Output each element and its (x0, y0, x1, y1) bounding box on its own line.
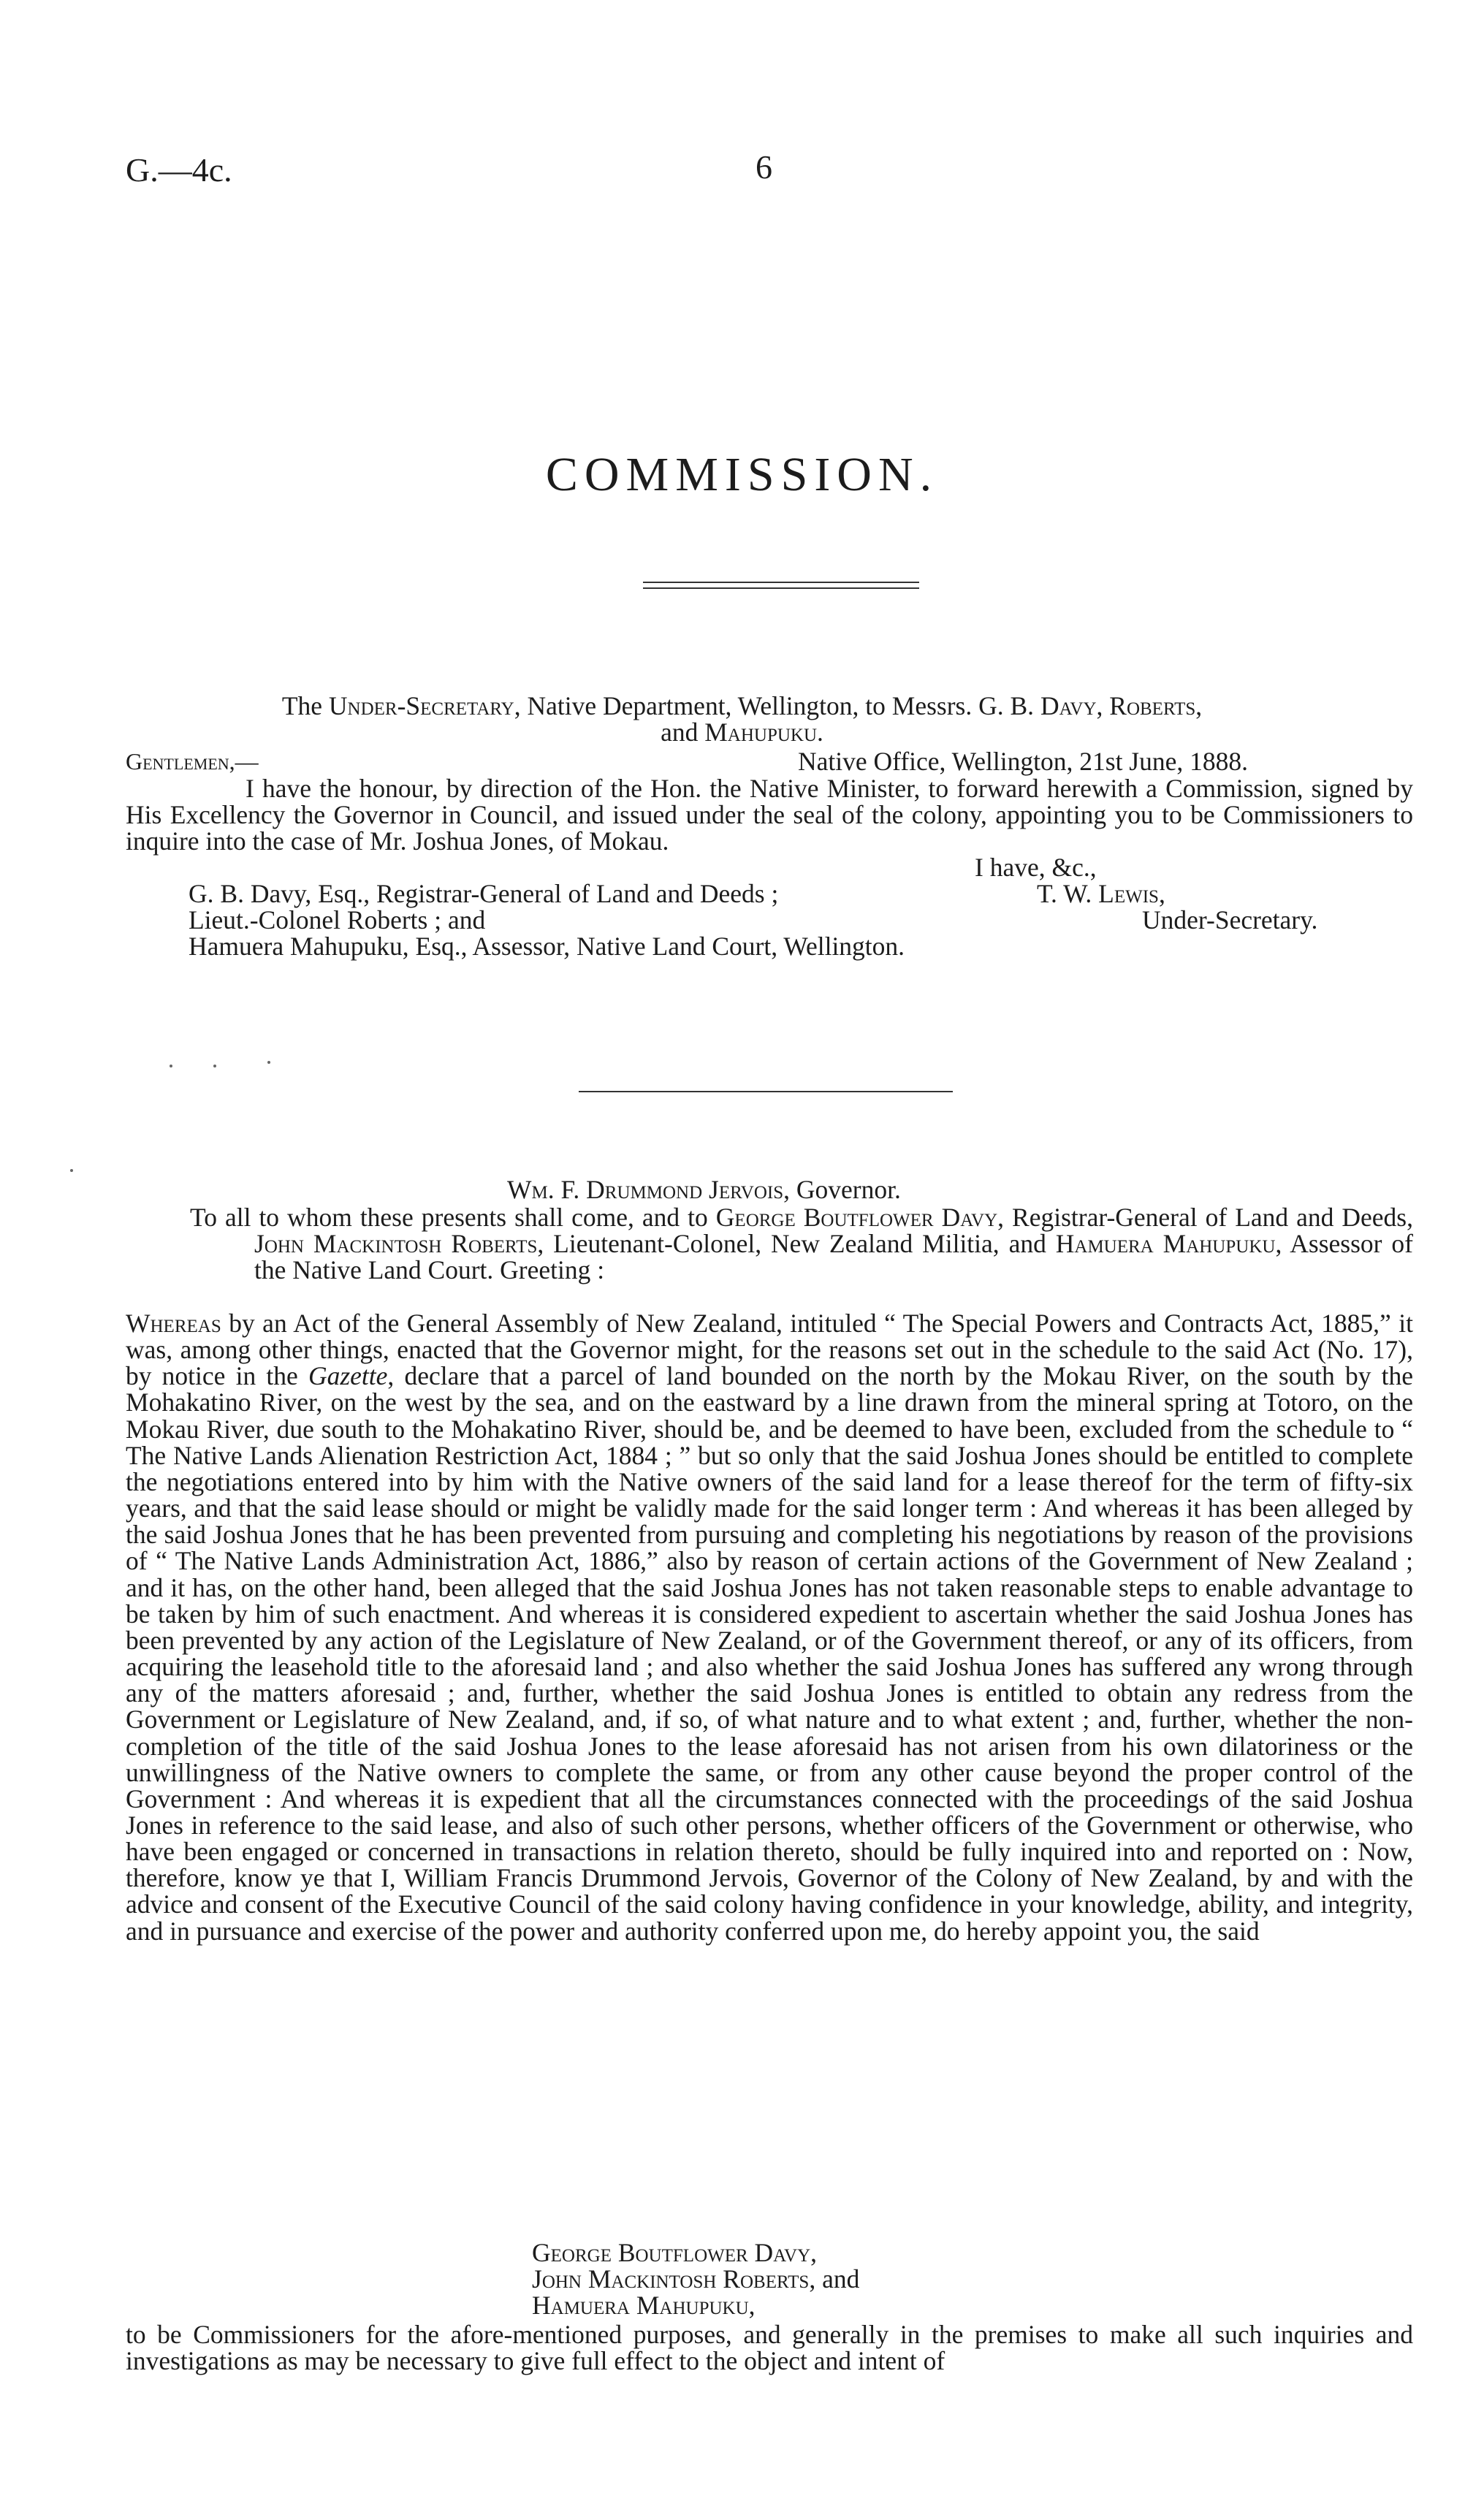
commission-body (126, 1310, 1413, 1944)
appointee-3: Hamuera Mahupuku, (532, 2291, 756, 2320)
appointee-2 (532, 2266, 859, 2292)
greeting-text: , Lieutenant-Colonel, New Zealand Militia, and (537, 1229, 1056, 1258)
greeting-text: , Registrar-General of Land and Deeds, (997, 1203, 1413, 1232)
signer-title: Under-Secretary. (1142, 905, 1318, 934)
recipient-3: Hamuera Mahupuku, Esq., Assessor, Native Land Court, Wellington. (189, 932, 905, 961)
commission-greeting (190, 1204, 1413, 1283)
final-text: to be Commissioners for the afore-mentioned purposes, and generally in the premises to make all such inquiries and investigations as may be necessary to give full effect to the object and intent of (126, 2320, 1413, 2376)
print-speck (213, 1065, 216, 1067)
address-name-mahupuku: Mahupuku (704, 717, 818, 747)
address-text: , Native Department, Wellington, to Messrs. G. B. (514, 691, 1040, 720)
letter-body (126, 775, 1413, 854)
paper-code: G.—4c. (126, 151, 232, 189)
body-part-b: , declare that a parcel of land bounded on the north by the Mokau River, on the south by the Mohakatino River, on the west by the sea, and on the eastward by a line drawn from the mineral spring at Totoro, on the Mokau River, due south to the Mohakatino River, should be, and be deemed to have been, excluded from the schedule to “ The Native Lands Alienation Restriction Act, 1884 ; ” but so only that the said Joshua Jones should be entitled to complete the negotiations entered into by him with the Native owners of the said land for a lease thereof for the term of fifty-six years, and that the said lease should or might be validly made for the said longer term : And whereas it has been alleged by the said Joshua Jones that he has been prevented from pursuing and completing his negotiations by reason of the provisions of “ The Native Lands Administration Act, 1886,” also by reason of certain actions of the Government of New Zealand ; and it has, on the other hand, been alleged that the said Joshua Jones has not taken reasonable steps to enable advantage to be taken by him of such enactment. And whereas it is considered expedient to ascertain whether the said Joshua Jones has been prevented by any action of the Legislature of New Zealand, or of the Government thereof, or any of its officers, from acquiring the leasehold title to the aforesaid land ; and also whether the said Joshua Jones has suffered any wrong through any of the matters aforesaid ; and, further, whether the said Joshua Jones is entitled to obtain any redress from the Government or Legislature of New Zealand, and, if so, of what nature and to what extent ; and, further, whether the non-completion of the title of the said Joshua Jones to the lease aforesaid has not arisen from his own dilatoriness or the unwillingness of the Native owners to complete the same, or from any other cause beyond the proper control of the Government : And whereas it is expedient that all the circumstances connected with the proceedings of the said Joshua Jones in reference to the said lease, and also of such other persons, whether officers of the Government or otherwise, who have been engaged or concerned in transactions in relation thereto, should be fully inquired into and reported on : Now, therefore, know ye that I, William Francis Drummond Jervois, Governor of the Colony of New Zealand, by and with the advice and consent of the Executive Council of the said colony having confidence in your knowledge, ability, and integrity, and in pursuance and exercise of the power and authority conferred upon me, do hereby appoint you, the said (126, 1361, 1413, 1946)
letter-salutation: Gentlemen,— (126, 748, 259, 774)
signer-punct: , (1158, 879, 1165, 908)
greeting-name-mahupuku: Hamuera Mahupuku (1055, 1229, 1276, 1258)
address-name-davy: Davy (1040, 691, 1097, 720)
signer-initials: T. W. (1037, 879, 1099, 908)
commission-final-text (126, 2321, 1413, 2374)
letter-closing: I have, &c., (975, 853, 1097, 882)
address-from: Under-Secretary (328, 691, 514, 720)
letter-address-line-1 (0, 693, 1484, 719)
print-speck (70, 1169, 73, 1172)
letter-body-text: I have the honour, by direction of the Hon. the Native Minister, to forward herewith a Commission, signed by His Excellency the Governor in Council, and issued under the seal of the colony, appointing you to be Commissioners to inquire into the case of Mr. Joshua Jones, of Mokau. (126, 774, 1413, 856)
appointee-2-conj: , and (809, 2264, 860, 2293)
greeting-name-roberts: John Mackintosh Roberts (254, 1229, 538, 1258)
greeting-text: , Assessor of the Native Land Court. Greeting : (254, 1229, 1413, 1284)
body-part-a: by an Act of the General Assembly of New Zealand, intituled “ The Special Powers and Contracts Act, 1885,” it was, among other things, enacted that the Governor might, for the reasons set out in the schedule to the said Act (No. 17), by notice in the (126, 1309, 1413, 1391)
address-name-roberts: Roberts (1109, 691, 1196, 720)
address-text: The (281, 691, 329, 720)
governor-name-a: Wm. F. (507, 1175, 587, 1204)
letter-place-date: Native Office, Wellington, 21st June, 1888. (798, 747, 1248, 776)
letter-address-line-2 (0, 719, 1484, 745)
address-text: . (817, 717, 823, 747)
address-text: and (661, 717, 705, 747)
print-speck (267, 1061, 270, 1064)
governor-line (507, 1176, 901, 1203)
double-rule-divider (643, 582, 919, 589)
appointee-2-name: John Mackintosh Roberts (532, 2264, 810, 2293)
address-text: , (1195, 691, 1203, 720)
governor-title: , Governor. (783, 1175, 901, 1204)
gazette-word: Gazette (308, 1361, 388, 1391)
greeting-name-davy: George Boutflower Davy (715, 1203, 998, 1232)
page-title: COMMISSION. (545, 448, 939, 501)
appointee-1: George Boutflower Davy, (532, 2238, 817, 2267)
governor-name-b: Drummond Jervois (586, 1175, 784, 1204)
greeting-text: To all to whom these presents shall come, and to (190, 1203, 716, 1232)
whereas-word: Whereas (126, 1309, 221, 1338)
page-number: 6 (756, 148, 772, 186)
commission-body-text (126, 1310, 1413, 1944)
recipient-1: G. B. Davy, Esq., Registrar-General of Land and Deeds ; (189, 879, 779, 908)
print-speck (170, 1065, 172, 1067)
address-text: , (1096, 691, 1110, 720)
letter-signer (1037, 880, 1165, 907)
signer-name: Lewis (1098, 879, 1159, 908)
recipient-2: Lieut.-Colonel Roberts ; and (189, 905, 486, 934)
single-rule-divider (579, 1091, 953, 1092)
